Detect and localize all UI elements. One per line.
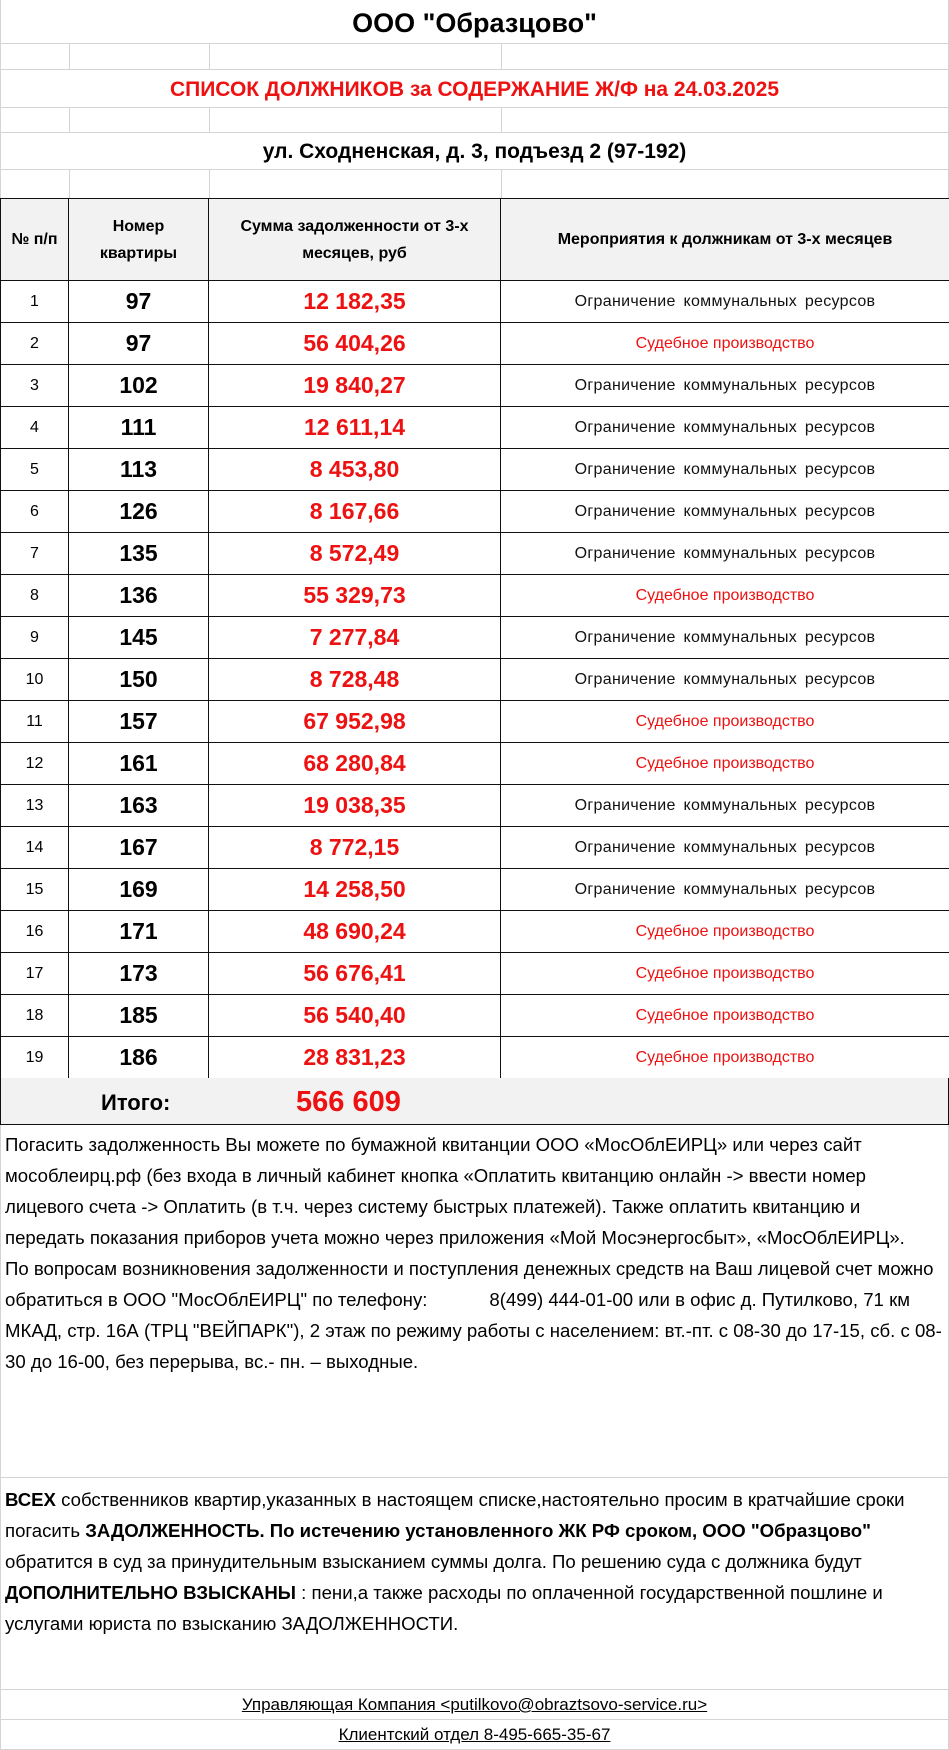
row-index: 6 xyxy=(1,491,69,533)
debt-amount: 8 167,66 xyxy=(209,491,501,533)
row-index: 15 xyxy=(1,869,69,911)
row-index: 5 xyxy=(1,449,69,491)
table-row xyxy=(1,911,949,953)
row-index: 4 xyxy=(1,407,69,449)
row-index: 9 xyxy=(1,617,69,659)
table-row xyxy=(1,491,949,533)
column-header-index: № п/п xyxy=(1,199,69,281)
table-row xyxy=(1,995,949,1037)
management-footer xyxy=(0,1690,949,1720)
table-body xyxy=(1,281,949,1079)
debt-amount: 28 831,23 xyxy=(209,1037,501,1079)
row-index: 8 xyxy=(1,575,69,617)
row-index: 13 xyxy=(1,785,69,827)
column-header-apartment: Номер квартиры xyxy=(69,199,209,281)
debt-amount: 12 182,35 xyxy=(209,281,501,323)
warning-text-2: обратится в суд за принудительным взысканием суммы долга. По решению суда с должника будут xyxy=(5,1551,862,1572)
debt-measure: Ограничение коммунальных ресурсов xyxy=(501,533,949,575)
warning-text-1: собственников квартир,указанных в настоящем списке,настоятельно просим в кратчайшие сроки погасить xyxy=(5,1489,905,1541)
table-row xyxy=(1,869,949,911)
debt-amount: 19 840,27 xyxy=(209,365,501,407)
apartment-number: 163 xyxy=(69,785,209,827)
apartment-number: 135 xyxy=(69,533,209,575)
table-row xyxy=(1,785,949,827)
grid-divider xyxy=(501,108,502,132)
client-dept-phone[interactable]: Клиентский отдел 8-495-665-35-67 xyxy=(338,1725,611,1744)
grid-divider xyxy=(69,170,70,198)
warning-bold-debt: ЗАДОЛЖЕННОСТЬ. По истечению установленного ЖК РФ сроком, ООО "Образцово" xyxy=(85,1520,871,1541)
row-index: 12 xyxy=(1,743,69,785)
debt-measure: Судебное производство xyxy=(501,953,949,995)
debt-measure: Ограничение коммунальных ресурсов xyxy=(501,617,949,659)
row-index: 3 xyxy=(1,365,69,407)
debt-amount: 55 329,73 xyxy=(209,575,501,617)
debt-measure: Судебное производство xyxy=(501,743,949,785)
debt-amount: 56 676,41 xyxy=(209,953,501,995)
table-row xyxy=(1,533,949,575)
apartment-number: 169 xyxy=(69,869,209,911)
debt-amount: 68 280,84 xyxy=(209,743,501,785)
grid-divider xyxy=(69,108,70,132)
debt-measure: Судебное производство xyxy=(501,575,949,617)
contact-phone: 8(499) 444-01-00 xyxy=(489,1289,634,1310)
debt-measure: Ограничение коммунальных ресурсов xyxy=(501,407,949,449)
debt-measure: Ограничение коммунальных ресурсов xyxy=(501,785,949,827)
empty-row xyxy=(0,44,949,70)
warning-text-3: : пени,а также расходы по оплаченной государственной пошлине и услугами юриста по взысканию ЗАДОЛЖЕННОСТИ. xyxy=(5,1582,883,1634)
table-row xyxy=(1,701,949,743)
debt-amount: 12 611,14 xyxy=(209,407,501,449)
debt-measure: Ограничение коммунальных ресурсов xyxy=(501,659,949,701)
table-row xyxy=(1,281,949,323)
apartment-number: 173 xyxy=(69,953,209,995)
row-index: 18 xyxy=(1,995,69,1037)
list-title-row xyxy=(0,70,949,108)
apartment-number: 102 xyxy=(69,365,209,407)
apartment-number: 145 xyxy=(69,617,209,659)
debtors-table xyxy=(0,198,949,1079)
warning-bold-additional: ДОПОЛНИТЕЛЬНО ВЗЫСКАНЫ xyxy=(5,1582,297,1603)
apartment-number: 185 xyxy=(69,995,209,1037)
debt-measure: Судебное производство xyxy=(501,911,949,953)
column-header-debt-sum: Сумма задолженности от 3-х месяцев, руб xyxy=(209,199,501,281)
column-header-measures: Мероприятия к должникам от 3-х месяцев xyxy=(501,199,949,281)
row-index: 17 xyxy=(1,953,69,995)
client-dept-footer xyxy=(0,1720,949,1750)
debt-amount: 19 038,35 xyxy=(209,785,501,827)
debt-amount: 8 728,48 xyxy=(209,659,501,701)
debt-measure: Судебное производство xyxy=(501,1037,949,1079)
table-row xyxy=(1,365,949,407)
empty-row xyxy=(0,108,949,133)
table-row xyxy=(1,743,949,785)
grid-divider xyxy=(69,44,70,69)
row-index: 7 xyxy=(1,533,69,575)
debt-measure: Ограничение коммунальных ресурсов xyxy=(501,365,949,407)
table-row xyxy=(1,1037,949,1079)
apartment-number: 186 xyxy=(69,1037,209,1079)
debt-amount: 14 258,50 xyxy=(209,869,501,911)
table-row xyxy=(1,407,949,449)
table-header-row xyxy=(1,199,949,281)
apartment-number: 161 xyxy=(69,743,209,785)
total-label: Итого: xyxy=(101,1090,171,1115)
address-row xyxy=(0,133,949,170)
row-index: 2 xyxy=(1,323,69,365)
debt-measure: Ограничение коммунальных ресурсов xyxy=(501,869,949,911)
apartment-number: 150 xyxy=(69,659,209,701)
apartment-number: 171 xyxy=(69,911,209,953)
apartment-number: 157 xyxy=(69,701,209,743)
office-info-text: или в офис д. Путилково, 71 км МКАД, стр. 16А (ТРЦ "ВЕЙПАРК"), 2 этаж по режиму работы с населением: вт.-пт. с 08-30 до 17-15, сб. с 08-30 до 16-00, без перерыва, вс.- пн. – выходные. xyxy=(5,1289,942,1372)
debt-amount: 48 690,24 xyxy=(209,911,501,953)
management-contact-link[interactable]: Управляющая Компания <putilkovo@obraztsovo-service.ru> xyxy=(241,1695,708,1714)
company-title: ООО "Образцово" xyxy=(352,8,597,38)
warning-block xyxy=(0,1478,949,1690)
address-text: ул. Сходненская, д. 3, подъезд 2 (97-192) xyxy=(262,140,687,163)
debt-measure: Ограничение коммунальных ресурсов xyxy=(501,281,949,323)
table-row xyxy=(1,827,949,869)
table-row xyxy=(1,449,949,491)
total-row xyxy=(0,1078,949,1125)
debt-amount: 8 572,49 xyxy=(209,533,501,575)
debt-measure: Ограничение коммунальных ресурсов xyxy=(501,491,949,533)
debt-amount: 56 404,26 xyxy=(209,323,501,365)
grid-divider xyxy=(209,44,210,69)
payment-info-text: Погасить задолженность Вы можете по бумажной квитанции ООО «МосОблЕИРЦ» или через сайт мособлеирц.рф (без входа в личный кабинет кнопка «Оплатить квитанцию онлайн -> ввести номер лицевого счета -> Оплатить (в т.ч. через систему быстрых платежей). Также оплатить квитанцию и передать показания приборов учета можно через приложения «Мой Мосэнергосбыт», «МосОблЕИРЦ». xyxy=(5,1134,905,1248)
debt-measure: Судебное производство xyxy=(501,995,949,1037)
row-index: 19 xyxy=(1,1037,69,1079)
company-title-row xyxy=(0,0,949,44)
debt-amount: 56 540,40 xyxy=(209,995,501,1037)
apartment-number: 97 xyxy=(69,323,209,365)
apartment-number: 113 xyxy=(69,449,209,491)
row-index: 11 xyxy=(1,701,69,743)
apartment-number: 111 xyxy=(69,407,209,449)
table-row xyxy=(1,953,949,995)
apartment-number: 167 xyxy=(69,827,209,869)
table-row xyxy=(1,659,949,701)
grid-divider xyxy=(209,108,210,132)
row-index: 1 xyxy=(1,281,69,323)
list-title: СПИСОК ДОЛЖНИКОВ за СОДЕРЖАНИЕ Ж/Ф на 24.03.2025 xyxy=(169,78,780,101)
row-index: 14 xyxy=(1,827,69,869)
total-value: 566 609 xyxy=(296,1086,401,1118)
debt-amount: 8 453,80 xyxy=(209,449,501,491)
apartment-number: 126 xyxy=(69,491,209,533)
debt-measure: Ограничение коммунальных ресурсов xyxy=(501,827,949,869)
apartment-number: 97 xyxy=(69,281,209,323)
row-index: 10 xyxy=(1,659,69,701)
grid-divider xyxy=(501,170,502,198)
debt-measure: Судебное производство xyxy=(501,701,949,743)
warning-bold-all: ВСЕХ xyxy=(5,1489,56,1510)
debt-measure: Судебное производство xyxy=(501,323,949,365)
contact-info-text: По вопросам возникновения задолженности и поступления денежных средств на Ваш лицевой счет можно обратиться в ООО "МосОблЕИРЦ" по телефону: xyxy=(5,1258,934,1310)
table-row xyxy=(1,323,949,365)
empty-row xyxy=(0,170,949,198)
debt-amount: 67 952,98 xyxy=(209,701,501,743)
table-row xyxy=(1,617,949,659)
grid-divider xyxy=(209,170,210,198)
payment-info-block xyxy=(0,1125,949,1478)
apartment-number: 136 xyxy=(69,575,209,617)
grid-divider xyxy=(501,44,502,69)
debt-amount: 8 772,15 xyxy=(209,827,501,869)
debt-measure: Ограничение коммунальных ресурсов xyxy=(501,449,949,491)
debt-amount: 7 277,84 xyxy=(209,617,501,659)
row-index: 16 xyxy=(1,911,69,953)
table-row xyxy=(1,575,949,617)
